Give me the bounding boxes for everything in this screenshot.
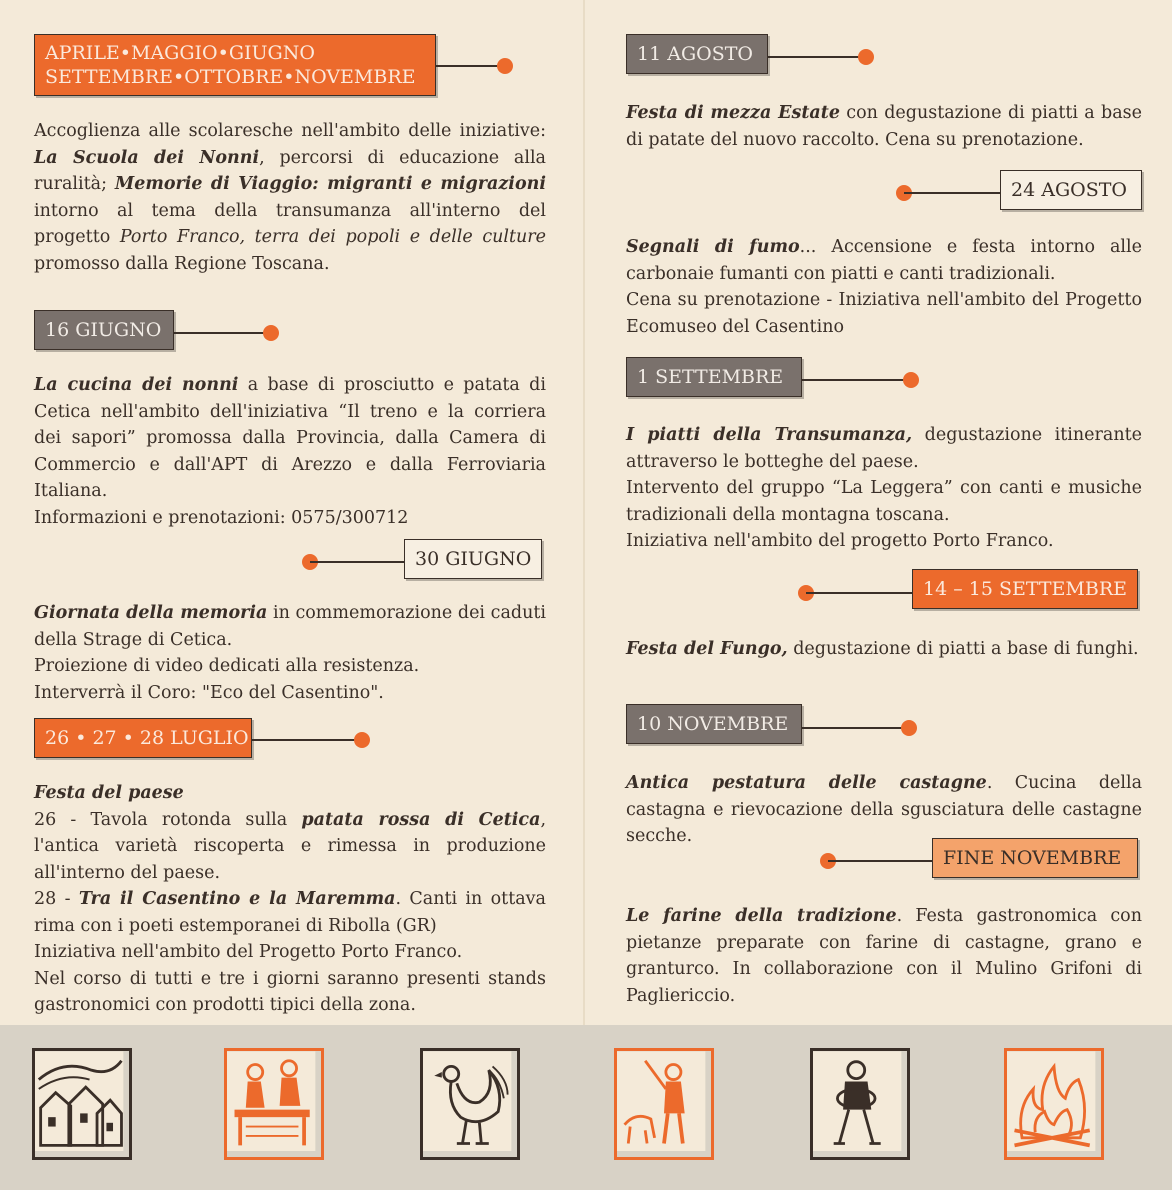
text-italic: I piatti della Transumanza, (626, 425, 913, 445)
orange-dot (901, 720, 917, 736)
text: Nel corso di tutti e tre i giorni saranno presenti stands gastronomici con prodotti tipici della zona. (34, 968, 546, 1015)
badge-line-1: APRILE•MAGGIO•GIUGNO (45, 42, 315, 64)
text: Cena su prenotazione - Iniziativa nell'ambito del Progetto Ecomuseo del Casentino (626, 290, 1142, 337)
illustration-strip (0, 1025, 1172, 1190)
badge-30-giugno (404, 539, 542, 579)
text-italic: Tra il Casentino e la Maremma (78, 889, 396, 909)
text-italic: Porto Franco, terra dei popoli e delle culture (119, 227, 547, 247)
contact-info: Informazioni e prenotazioni: 0575/300712 (34, 507, 409, 528)
badge-text: 11 AGOSTO (637, 43, 753, 65)
orange-dot (354, 732, 370, 748)
paragraph-transumanza (626, 422, 1142, 555)
badge-text: 10 NOVEMBRE (637, 713, 789, 735)
orange-dot (497, 58, 513, 74)
village-woodcut-icon (32, 1048, 132, 1160)
text-italic: La cucina dei nonni (34, 375, 239, 395)
paragraph-segnali-fumo (626, 234, 1142, 340)
text-italic: Giornata della memoria (34, 603, 268, 623)
connector-line (806, 592, 912, 594)
text: Iniziativa nell'ambito del Progetto Porto Franco. (34, 942, 463, 962)
text-italic: Festa del Fungo, (626, 639, 788, 659)
paragraph-memoria (34, 600, 546, 706)
connector-line (310, 561, 404, 563)
rooster-woodcut-icon (420, 1048, 520, 1160)
paragraph-cucina-nonni (34, 372, 546, 531)
paragraph-festa-fungo (626, 636, 1142, 663)
badge-10-novembre (626, 704, 802, 744)
text: Intervento del gruppo “La Leggera” con canti e musiche tradizionali della montagna toscana. (626, 478, 1142, 525)
badge-text: 26 • 27 • 28 LUGLIO (45, 727, 249, 749)
text-italic: Festa di mezza Estate (626, 103, 840, 123)
text-italic: Le farine della tradizione (626, 906, 897, 926)
badge-11-agosto (626, 34, 768, 74)
badge-text: 30 GIUGNO (415, 548, 532, 570)
text: . Cucina della castagna e rievocazione della sgusciatura delle castagne secche. (626, 773, 1142, 846)
badge-text: 16 GIUGNO (45, 319, 162, 341)
text: Proiezione di video dedicati alla resistenza. (34, 656, 420, 676)
orange-dot (903, 372, 919, 388)
text: con degustazione di piatti a base di patate del nuovo raccolto. Cena su prenotazione. (626, 103, 1142, 150)
connector-line (802, 727, 910, 729)
text: promosso dalla Regione Toscana. (34, 253, 330, 274)
text: . Canti in ottava rima con i poeti estemporanei di Ribolla (GR) (34, 889, 546, 936)
text: Interverrà il Coro: "Eco del Casentino". (34, 682, 384, 703)
badge-1-settembre (626, 357, 802, 397)
people-eating-woodcut-icon (224, 1048, 324, 1160)
text-italic: La Scuola dei Nonni (34, 147, 260, 168)
text: Iniziativa nell'ambito del progetto Porto Franco. (626, 531, 1054, 551)
badge-luglio (34, 718, 252, 758)
paragraph-festa-paese (34, 780, 546, 1019)
connector-line (904, 192, 1000, 194)
text: in commemorazione dei caduti della Strage di Cetica. (34, 603, 546, 650)
walking-man-woodcut-icon (810, 1048, 910, 1160)
text: a base di prosciutto e patata di Cetica nell'ambito dell'iniziativa “Il treno e la corriera dei sapori” promossa dalla Provincia, dalla Camera di Commercio e dall'APT di Arezzo e dalla Ferroviaria Italiana. (34, 375, 546, 501)
text-italic: Memorie di Viaggio: migranti e migrazioni (114, 174, 546, 194)
text: intorno al tema della transumanza all'interno del progetto (34, 200, 546, 247)
text-italic: patata rossa di Cetica (301, 809, 541, 830)
badge-text: FINE NOVEMBRE (943, 847, 1122, 869)
festa-title: Festa del paese (34, 783, 184, 803)
fire-woodcut-icon (1004, 1048, 1104, 1160)
text-italic: Antica pestatura delle castagne (626, 773, 987, 793)
fold-line (583, 0, 585, 1025)
connector-line (436, 65, 498, 67)
text: , l'antica varietà riscoperta e rimessa in produzione all'interno del paese. (34, 809, 547, 883)
text: 26 - Tavola rotonda sulla (34, 809, 302, 830)
herdsman-woodcut-icon (614, 1048, 714, 1160)
badge-16-giugno (34, 310, 174, 350)
connector-line (174, 332, 270, 334)
text: , percorsi di educazione alla ruralità; (34, 147, 546, 194)
text: ... Accensione e festa intorno alle carbonaie fumanti con piatti e canti tradizionali. (626, 237, 1142, 284)
paragraph-farine (626, 903, 1142, 1009)
text: degustazione di piatti a base di funghi. (787, 639, 1139, 659)
text-italic: Segnali di fumo (626, 237, 800, 257)
badge-fine-novembre (932, 838, 1138, 878)
badge-text: 14 – 15 SETTEMBRE (923, 578, 1128, 600)
badge-spring-autumn (34, 34, 436, 96)
connector-line (802, 379, 912, 381)
badge-text: 1 SETTEMBRE (637, 366, 784, 388)
connector-line (768, 56, 864, 58)
orange-dot (858, 49, 874, 65)
text: Accoglienza alle scolaresche nell'ambito delle iniziative: (34, 121, 546, 141)
badge-settembre-14-15 (912, 569, 1138, 609)
badge-line-2: SETTEMBRE•OTTOBRE•NOVEMBRE (45, 66, 416, 88)
text: . Festa gastronomica con pietanze preparate con farine di castagne, grano e granturco. In collaborazione con il Mulino Grifoni di Pagliericcio. (626, 906, 1142, 1006)
badge-text: 24 AGOSTO (1011, 179, 1127, 201)
text: 28 - (34, 889, 79, 909)
connector-line (252, 739, 362, 741)
orange-dot (263, 325, 279, 341)
paragraph-mezza-estate (626, 100, 1142, 153)
connector-line (828, 860, 932, 862)
text: degustazione itinerante attraverso le botteghe del paese. (626, 425, 1142, 472)
badge-24-agosto (1000, 170, 1142, 210)
paragraph-school-initiatives (34, 118, 546, 277)
